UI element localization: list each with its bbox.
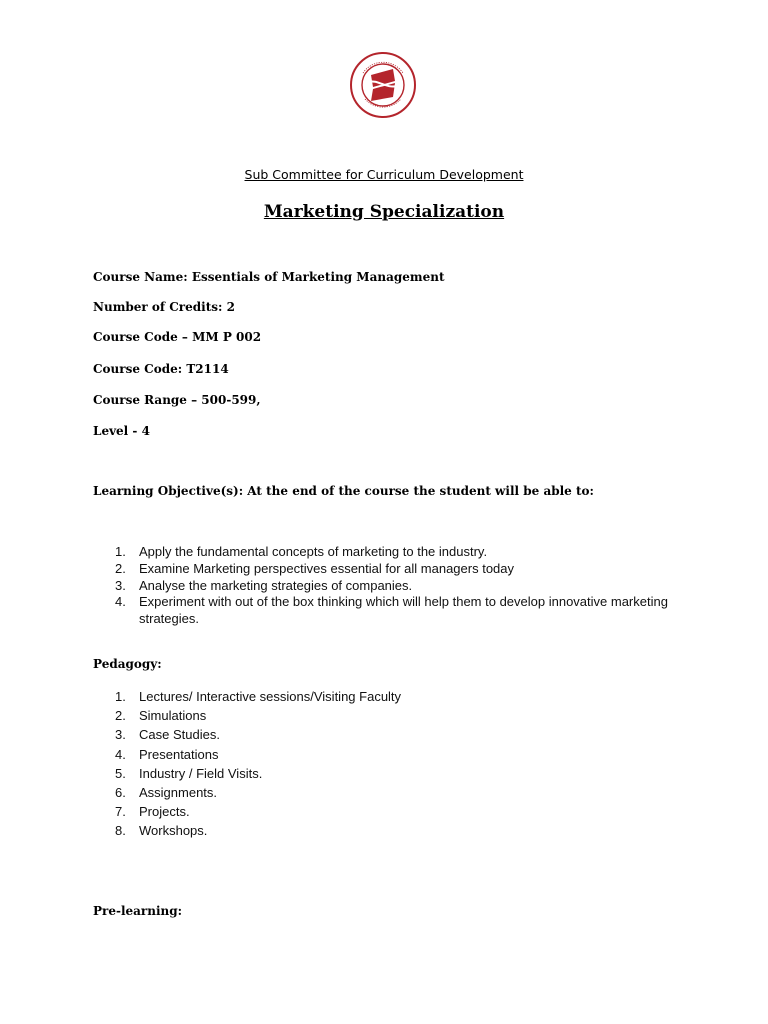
list-item-text: Examine Marketing perspectives essential for all managers today — [139, 560, 515, 576]
list-item-text: Simulations — [139, 708, 207, 724]
list-item-number: 4. — [115, 594, 126, 610]
page-title: Marketing Specialization — [263, 202, 505, 222]
list-item-text: Case Studies. — [139, 727, 220, 743]
course-code-primary: Course Code – MM P 002 — [93, 330, 262, 344]
course-credits: Number of Credits: 2 — [93, 300, 235, 314]
list-item-number: 4. — [115, 746, 126, 762]
list-item-text: Lectures/ Interactive sessions/Visiting Faculty — [139, 689, 402, 704]
list-item-text: Industry / Field Visits. — [139, 765, 263, 781]
pedagogy-heading: Pedagogy: — [93, 657, 162, 671]
list-item-number: 2. — [115, 708, 126, 724]
list-item-number: 3. — [115, 577, 126, 593]
course-level: Level - 4 — [93, 424, 150, 438]
list-item-text: Workshops. — [139, 823, 208, 839]
list-item-text: Assignments. — [139, 784, 218, 800]
course-code-secondary: Course Code: T2114 — [93, 362, 229, 376]
list-item-text: Experiment with out of the box thinking which will help them to develop innovative marketing strategies. — [139, 594, 668, 627]
list-item-text: Presentations — [139, 746, 219, 762]
list-item-number: 1. — [115, 689, 126, 704]
course-name: Course Name: Essentials of Marketing Management — [93, 270, 445, 284]
university-seal-logo — [349, 51, 417, 119]
list-item-text: Analyse the marketing strategies of companies. — [139, 577, 413, 593]
list-item-number: 8. — [115, 823, 126, 839]
committee-heading: Sub Committee for Curriculum Development — [244, 167, 524, 182]
list-item-number: 2. — [115, 560, 126, 576]
objectives-heading: Learning Objective(s): At the end of the course the student will be able to: — [93, 484, 594, 498]
list-item-text: Apply the fundamental concepts of marketing to the industry. — [139, 544, 488, 559]
list-item-number: 6. — [115, 784, 126, 800]
list-item-number: 7. — [115, 804, 126, 820]
list-item-number: 5. — [115, 765, 126, 781]
prelearning-heading: Pre-learning: — [93, 904, 183, 918]
list-item-number: 1. — [115, 544, 126, 559]
list-item-text: Projects. — [139, 804, 190, 820]
course-range: Course Range – 500-599, — [93, 393, 261, 407]
list-item-number: 3. — [115, 727, 126, 743]
